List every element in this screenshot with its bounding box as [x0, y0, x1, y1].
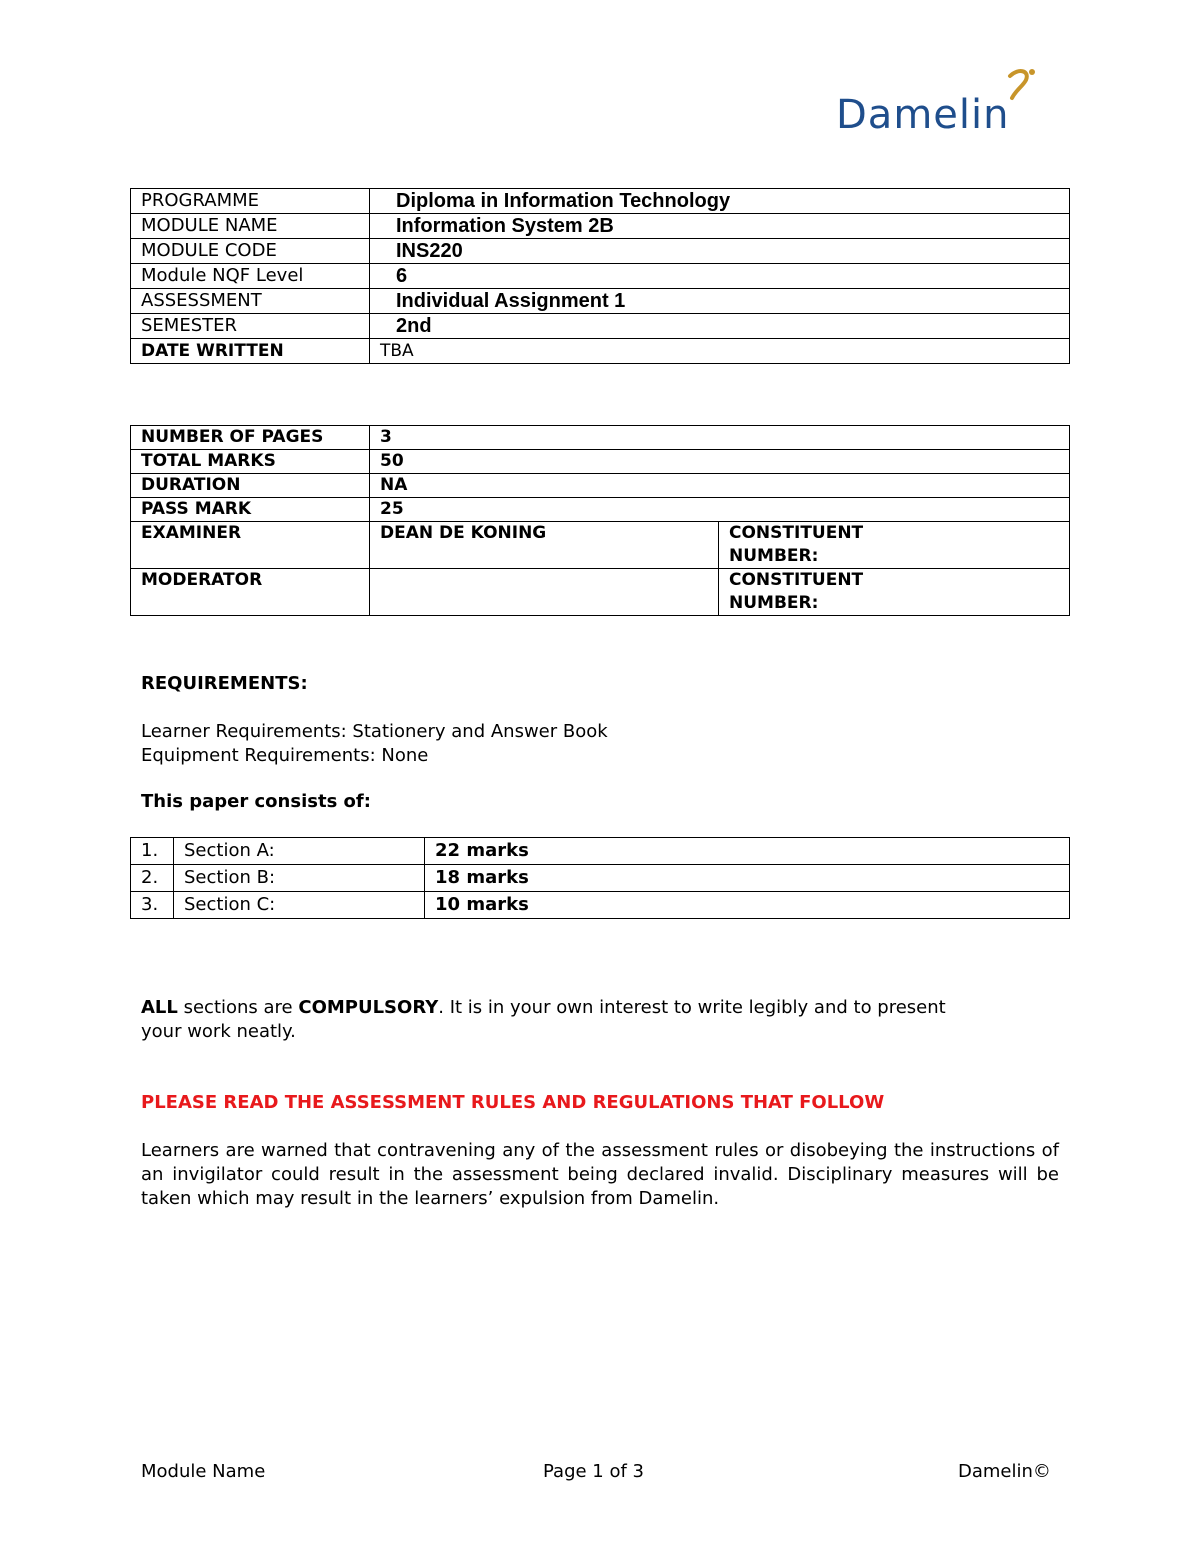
- rules-heading: PLEASE READ THE ASSESSMENT RULES AND REGULATIONS THAT FOLLOW: [141, 1092, 885, 1113]
- section-label: Section C:: [174, 892, 425, 919]
- table-row: [131, 339, 1070, 364]
- total-marks-value: 50: [370, 450, 1070, 474]
- section-marks: 22 marks: [425, 838, 1070, 865]
- constituent-label-line1: CONSTITUENT: [729, 570, 864, 590]
- module-info-table: [130, 188, 1070, 364]
- constituent-label-line2: NUMBER:: [729, 546, 819, 566]
- sections-table: [130, 837, 1070, 919]
- semester-value: 2nd: [370, 314, 1070, 339]
- semester-label: SEMESTER: [131, 314, 370, 339]
- logo-swoosh-icon: [1004, 66, 1044, 106]
- moderator-value: [370, 569, 719, 616]
- module-code-value: INS220: [370, 239, 1070, 264]
- paper-consists-heading: This paper consists of:: [141, 791, 371, 812]
- table-row: [131, 498, 1070, 522]
- section-marks: 10 marks: [425, 892, 1070, 919]
- table-row: [131, 865, 1070, 892]
- assessment-details-table: [130, 425, 1070, 616]
- table-row: [131, 426, 1070, 450]
- table-row: [131, 289, 1070, 314]
- table-row: [131, 214, 1070, 239]
- table-row: [131, 450, 1070, 474]
- compulsory-word: COMPULSORY: [298, 997, 439, 1018]
- table-row: [131, 264, 1070, 289]
- damelin-logo: [836, 64, 1066, 144]
- table-row: [131, 239, 1070, 264]
- assessment-value: Individual Assignment 1: [370, 289, 1070, 314]
- footer-copyright: Damelin©: [958, 1461, 1051, 1482]
- nqf-level-value: 6: [370, 264, 1070, 289]
- programme-value: Diploma in Information Technology: [370, 189, 1070, 214]
- pages-value: 3: [370, 426, 1070, 450]
- date-written-value: TBA: [370, 339, 1070, 364]
- learner-requirements: Learner Requirements: Stationery and Answer Book: [141, 721, 608, 742]
- assessment-label: ASSESSMENT: [131, 289, 370, 314]
- module-name-value: Information System 2B: [370, 214, 1070, 239]
- constituent-label-line2: NUMBER:: [729, 593, 819, 613]
- table-row: [131, 838, 1070, 865]
- duration-value: NA: [370, 474, 1070, 498]
- total-marks-label: TOTAL MARKS: [131, 450, 370, 474]
- moderator-constituent: [719, 569, 1070, 616]
- section-number: 1.: [131, 838, 174, 865]
- footer-module-name: Module Name: [141, 1461, 266, 1482]
- requirements-heading: REQUIREMENTS:: [141, 673, 308, 694]
- compulsory-text-b: . It is in your own interest to write legibly and to present: [438, 997, 946, 1018]
- examiner-value: DEAN DE KONING: [370, 522, 719, 569]
- examiner-label: EXAMINER: [131, 522, 370, 569]
- table-row: [131, 522, 1070, 569]
- table-row: [131, 314, 1070, 339]
- date-written-label: DATE WRITTEN: [131, 339, 370, 364]
- section-label: Section A:: [174, 838, 425, 865]
- logo-text: Damelin: [836, 92, 1010, 138]
- all-word: ALL: [141, 997, 178, 1018]
- pass-mark-value: 25: [370, 498, 1070, 522]
- moderator-label: MODERATOR: [131, 569, 370, 616]
- equipment-requirements: Equipment Requirements: None: [141, 745, 429, 766]
- pages-label: NUMBER OF PAGES: [131, 426, 370, 450]
- constituent-label-line1: CONSTITUENT: [729, 523, 864, 543]
- compulsory-text-c: your work neatly.: [141, 1021, 296, 1042]
- nqf-level-label: Module NQF Level: [131, 264, 370, 289]
- compulsory-text-a: sections are: [177, 997, 299, 1018]
- examiner-constituent: [719, 522, 1070, 569]
- warning-paragraph: Learners are warned that contravening any of the assessment rules or disobeying the instructions of an invigilator could result in the assessment being declared invalid. Disciplinary measures will be taken which may result in the learners’ expulsion from Damelin.: [141, 1140, 1059, 1209]
- programme-label: PROGRAMME: [131, 189, 370, 214]
- footer-page-number: Page 1 of 3: [543, 1461, 644, 1482]
- section-number: 2.: [131, 865, 174, 892]
- duration-label: DURATION: [131, 474, 370, 498]
- table-row: [131, 892, 1070, 919]
- pass-mark-label: PASS MARK: [131, 498, 370, 522]
- table-row: [131, 189, 1070, 214]
- section-label: Section B:: [174, 865, 425, 892]
- compulsory-statement: [141, 996, 946, 1044]
- table-row: [131, 474, 1070, 498]
- section-marks: 18 marks: [425, 865, 1070, 892]
- module-name-label: MODULE NAME: [131, 214, 370, 239]
- module-code-label: MODULE CODE: [131, 239, 370, 264]
- section-number: 3.: [131, 892, 174, 919]
- table-row: [131, 569, 1070, 616]
